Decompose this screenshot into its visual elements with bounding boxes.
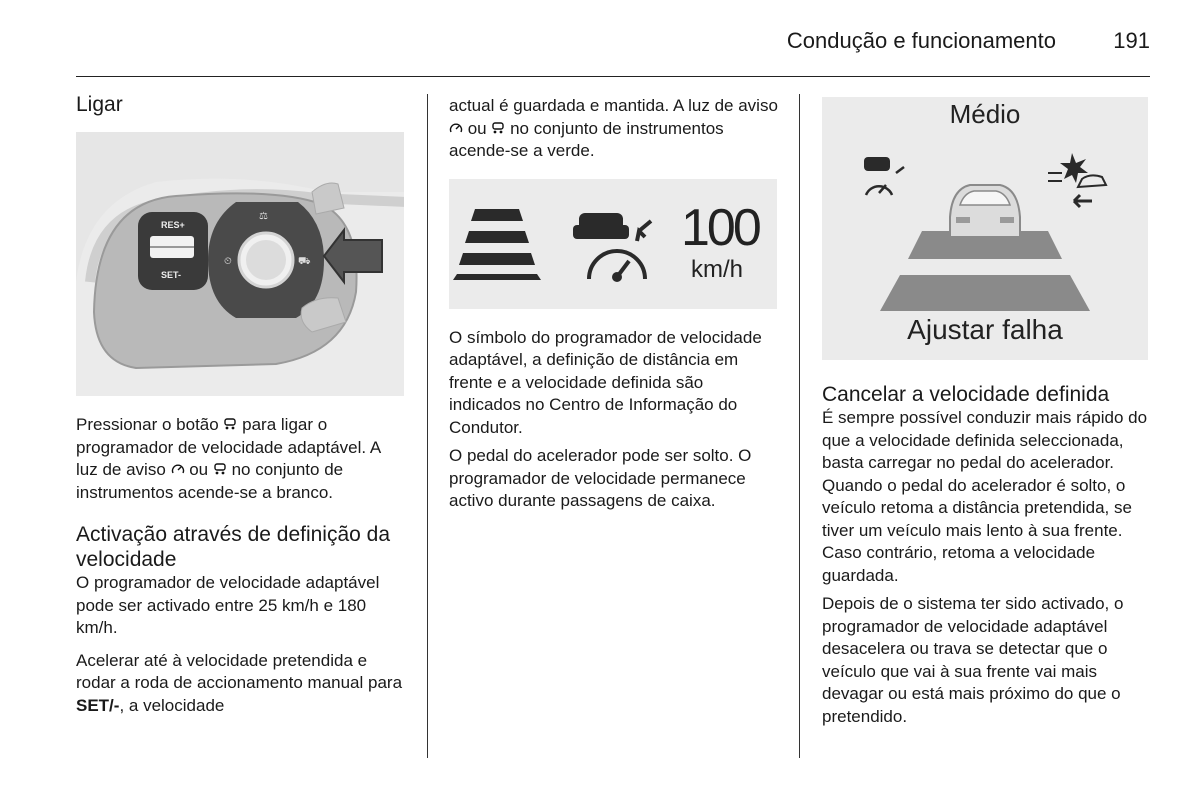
acc-car-icon xyxy=(864,157,904,195)
column-divider-2 xyxy=(799,94,800,758)
steering-wheel-illustration xyxy=(76,132,404,396)
para-guardada: actual é guardada e mantida. A luz de aviso ou no conjunto de instrumentos acende-se a verde. xyxy=(449,96,778,160)
set-label: SET- xyxy=(161,270,182,280)
para-pedal: O pedal do acelerador pode ser solto. O programador de velocidade permanece activo durante passagens de caixa. xyxy=(449,446,752,510)
column-3 xyxy=(822,97,1152,728)
column-1 xyxy=(76,92,406,717)
speed-unit: km/h xyxy=(691,255,744,283)
heading-ligar: Ligar xyxy=(76,93,123,116)
acc-car-icon xyxy=(213,460,227,474)
svg-text:⏲: ⏲ xyxy=(224,256,232,267)
acc-car-icon xyxy=(491,119,505,133)
dic-speed-display-figure xyxy=(449,179,777,309)
column-divider-1 xyxy=(427,94,428,758)
heading-activacao: Activação através de definição da velocidade xyxy=(76,523,391,571)
set-control-label: SET/- xyxy=(76,695,120,715)
following-distance-display-figure xyxy=(822,97,1148,360)
steering-wheel-controls-figure xyxy=(76,132,404,396)
para-cancelar: É sempre possível conduzir mais rápido do que a velocidade definida seleccionada, basta carregar no pedal do acelerador. Quando o pedal do acelerador é solto, o veículo retoma a distância pretendida, se tiver um veículo mais lento à sua frente. Caso contrário, retoma a velocidade guardada. xyxy=(822,408,1148,585)
para-activacao-range: O programador de velocidade adaptável pode ser activado entre 25 km/h e 180 km/h. xyxy=(76,573,380,637)
column-2 xyxy=(449,95,779,513)
svg-text:⛟: ⛟ xyxy=(298,256,311,267)
svg-text:⚖: ⚖ xyxy=(259,211,268,222)
set-speed-value: 100 xyxy=(681,198,759,257)
section-title: Condução e funcionamento xyxy=(786,28,1056,53)
page-number: 191 xyxy=(1113,28,1150,53)
adjust-fault-label: Ajustar falha xyxy=(907,314,1063,345)
para-desacelera: Depois de o sistema ter sido activado, o programador de velocidade adaptável desacelera ou trava se detectar que o veículo que vai à sua frente vai mais devagar ou está mais próximo do que o pretendido. xyxy=(822,594,1124,726)
collision-alert-icon xyxy=(1048,153,1106,207)
heading-cancelar: Cancelar a velocidade definida xyxy=(822,383,1110,406)
distance-setting-label: Médio xyxy=(949,99,1021,129)
para-ligar: Pressionar o botão para ligar o programador de velocidade adaptável. A luz de aviso ou no conjunto de instrumentos acende-se a branco. xyxy=(76,415,381,502)
para-acelerar: Acelerar até à velocidade pretendida e rodar a roda de accionamento manual para SET/-, a velocidade xyxy=(76,650,403,715)
acc-car-icon xyxy=(223,415,237,429)
speedometer-warning-icon xyxy=(449,119,463,133)
acc-speedometer-icon xyxy=(573,213,651,282)
para-simbolo: O símbolo do programador de velocidade adaptável, a definição de distância em frente e a velocidade definida são indicados no Centro de Informação do Condutor. xyxy=(449,327,762,437)
res-label: RES+ xyxy=(161,220,185,230)
page-header xyxy=(76,26,1150,77)
speedometer-warning-icon xyxy=(171,460,185,474)
vehicle-ahead-icon xyxy=(950,185,1020,237)
